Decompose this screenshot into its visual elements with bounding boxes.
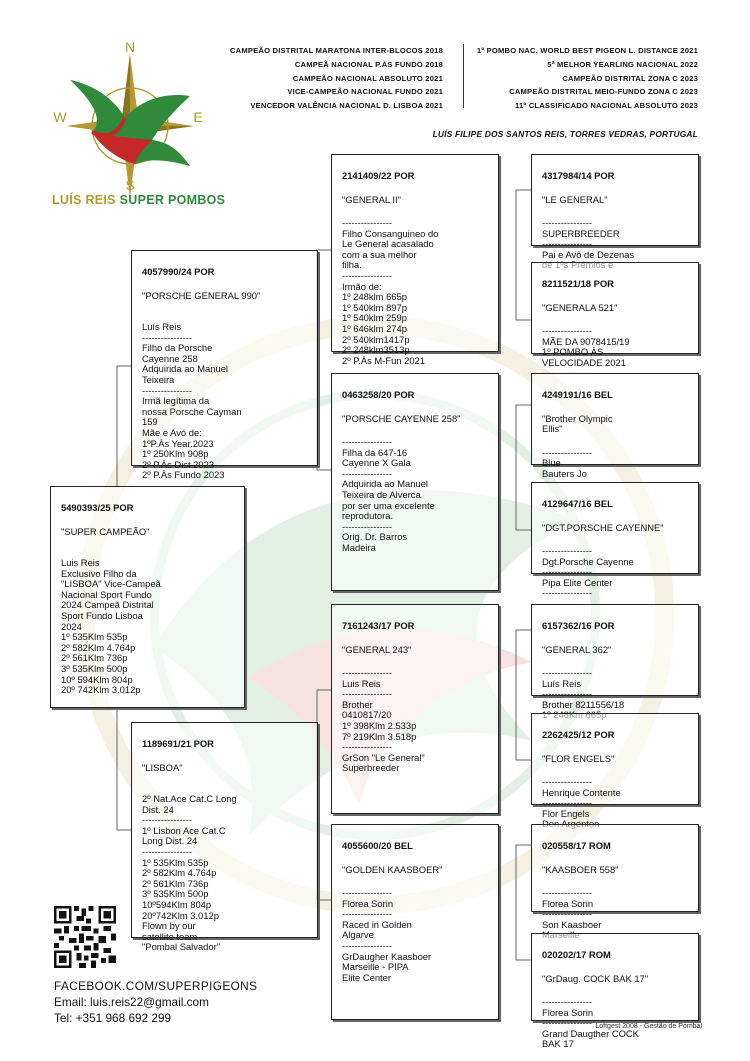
title-left-item: VENCEDOR VALÊNCIA NACIONAL D. LISBOA 2021 [250,101,443,111]
pigeon-name: "PORSCHE GENERAL 990" [142,289,261,301]
pigeon-name: "GENERAL 243" [342,643,412,655]
ring-number: 4055600/20 BEL [342,839,413,851]
pigeon-name: "LE GENERAL" [542,193,608,205]
ring-number: 7161243/17 POR [342,619,415,631]
footer-credit: Loftgest 2008 - Gestão de Pombal [595,1023,702,1030]
qr-code[interactable] [54,906,116,968]
titles-right [477,44,698,113]
pigeon-notes: ---------------- Filho Consanguineo do Le General acasalado com a sua melhor filha. ---------------- Irmão de: 1º 248klm 665p 1º 540klm 897p 1º 540klm 259p 1º 646klm 274p 2º 540klm1417p 2º 248klm3513p 2º P.Às M-Fun 2021 [342,216,439,366]
dam-sire-dam-card [531,713,699,819]
owner-line: LUÍS FILIPE DOS SANTOS REIS, TORRES VEDRAS, PORTUGAL [432,129,698,139]
ring-number: 020202/17 ROM [542,948,611,960]
ring-number: 1189691/21 POR [142,737,214,749]
title-left-item: VICE-CAMPEÃO NACIONAL FUNDO 2021 [287,87,443,97]
ring-number: 4317984/14 POR [542,169,615,181]
pigeon-notes: 2º Nat.Ace Cat.C Long Dist. 24 ---------------- 1º Lisbon Ace Cat.C Long Dist. 24 ---------------- 1º 535Klm 535p 2º 582Klm 4.764p 2º 561Klm 736p 3º 535Klm 500p 10º594Klm 804p 20º742Klm 3.012p Flown by our satellite team "Pombal Salvador" [142,792,237,953]
dam-dam-card [331,824,499,1020]
title-left-item: CAMPEÃO DISTRITAL MARATONA INTER-BLOCOS 2018 [230,46,443,55]
contact-info [54,978,257,1026]
pigeon-notes: ---------------- Dgt.Porsche Cayenne ---------------- Pipa Elite Center ---------------- [542,544,634,599]
ring-number: 4249191/16 BEL [542,388,613,400]
pigeon-notes: Luís Reis ---------------- Filho da Porsche Cayenne 258 Adquirida ao Manuel Teixeira ---------------- Irmã legítima da nossa Porsche Cayman 159 Mãe e Avó de: 1ºP.Às Year.2023 1º 250Klm 908p 2º P.Às Dist.2023 2º P.Às Fundo 2023 [142,320,242,481]
title-right-item: CAMPEÃO DISTRITAL ZONA C 2023 [562,73,698,83]
pigeon-notes: ---------------- Luis Reis ---------------- Brother 0410817/20 1º 398Klm 2.533p 7º 219Klm 3.518p ---------------- GrSon "Le General" Superbreeder [342,666,425,774]
sire-sire-dam-card [531,262,699,368]
titles-divider [463,44,464,108]
pigeon-name: "GOLDEN KAASBOER" [342,863,443,875]
pigeon-notes: ---------------- Florea Sorin ---------------- Son Kaasboer [542,886,602,930]
ring-number: 8211521/18 POR [542,277,614,289]
dam-sire-sire-card [531,604,699,710]
sire-dam-dam-card [531,482,699,599]
compass-s: S [125,177,135,193]
ring-number: 0463258/20 POR [342,388,415,400]
sire-dam-sire-card [531,373,699,479]
pigeon-name: "LISBOA" [142,761,183,773]
compass-n: N [124,39,136,55]
phone-text: Tel: +351 968 692 299 [54,1011,172,1025]
pigeon-name: "GrDaug. COCK BAK 17" [542,972,649,984]
pigeon-name: "GENERALA 521" [542,301,618,313]
pigeon-name: "PORSCHE CAYENNE 258" [342,412,461,424]
pigeon-name: "GENERAL 362" [542,643,612,655]
title-right-item: 5ª MELHOR YEARLING NACIONAL 2022 [547,59,698,69]
pigeon-name: "SUPER CAMPEÃO" [61,525,150,537]
pigeon-notes: ---------------- Blue Bauters Jo [542,446,592,479]
ring-number: 2262425/12 POR [542,728,615,740]
pigeon-notes: ---------------- MÃE DA 9078415/19 1º POMBO ÀS VELOCIDADE 2021 [542,324,630,368]
compass-w: W [53,109,67,125]
titles-left [230,44,443,113]
pigeon-name: "DGT.PORSCHE CAYENNE" [542,521,664,533]
title-left-item: CAMPEÃ NACIONAL P.ÀS FUNDO 2018 [294,59,443,69]
ring-number: 4057990/24 POR [142,265,215,277]
ring-number: 020558/17 ROM [542,839,611,851]
dam-dam-sire-card [531,824,699,930]
dam-card [131,722,318,953]
compass-dove-logo [40,40,220,210]
pigeon-notes: ---------------- Florea Sorin ---------------- Grand Daugther COCK BAK 17 [542,995,639,1050]
ring-number: 4129647/16 BEL [542,497,613,509]
pigeon-notes: Luis Reis Exclusivo Filho da "LISBOA" Vice-Campeã Nacional Sport Fundo 2024 Campeã Distrital Sport Fundo Lisboa 2024 1º 535Klm 535p 2º 582Klm 4.764p 2º 561Klm 736p 3º 535Klm 500p 10º 594Klm 804p 20º 742Klm 3.012p [61,556,161,696]
pigeon-notes: ---------------- Filha da 647-16 Cayenne X Gala ---------------- Adquirida ao Manuel Teixeira de Alverca por ser uma excelente reprodutora. ---------------- Orig. Dr. Barros Madeira [342,435,435,553]
ring-number: 2141409/22 POR [342,169,415,181]
pigeon-notes: ---------------- Henrique Contente ---------------- Flor Engels [542,775,621,819]
title-left-item: CAMPEÃO NACIONAL ABSOLUTO 2021 [292,73,443,83]
sire-sire-sire-card [531,154,699,260]
pigeon-notes: ---------------- SUPERBREEDER ---------------- Pai e Avô de Dezenas [542,216,635,260]
title-right-item: 1º POMBO NAC. WORLD BEST PIGEON L. DISTANCE 2021 [476,46,698,55]
sire-dam-card [331,373,499,591]
title-right-item: CAMPEÃO DISTRITAL MEIO-FUNDO ZONA C 2023 [509,87,698,97]
pigeon-notes: ---------------- Luís Reis ---------------- Brother 8211556/18 [542,666,625,710]
email-text[interactable]: Email: luis.reis22@gmail.com [54,995,209,1009]
pigeon-name: "Brother Olympic Ellis" [542,412,613,435]
ring-number: 6157362/16 POR [542,619,615,631]
sire-sire-card [331,154,499,366]
dam-sire-card [331,604,499,814]
title-right-item: 11º CLASSIFICADO NACIONAL ABSOLUTO 2023 [514,101,698,111]
pigeon-name: "GENERAL II" [342,193,401,205]
pigeon-name: "FLOR ENGELS" [542,752,615,764]
ring-number: 5490393/25 POR [61,501,134,513]
brand-part-1: LUÍS REIS [52,193,116,207]
subject-pigeon-card [50,486,245,708]
pigeon-notes: ---------------- Florea Sorin ---------------- Raced in Golden Algarve ---------------- GrDaugher Kaasboer Marseille - PIPA Elite Center [342,886,432,983]
facebook-link[interactable]: FACEBOOK.COM/SUPERPIGEONS [54,979,258,993]
pigeon-name: "KAASBOER 558" [542,863,619,875]
brand-name [52,193,225,207]
sire-card [131,250,318,481]
compass-e: E [193,109,203,125]
brand-part-2: SUPER POMBOS [115,193,226,207]
